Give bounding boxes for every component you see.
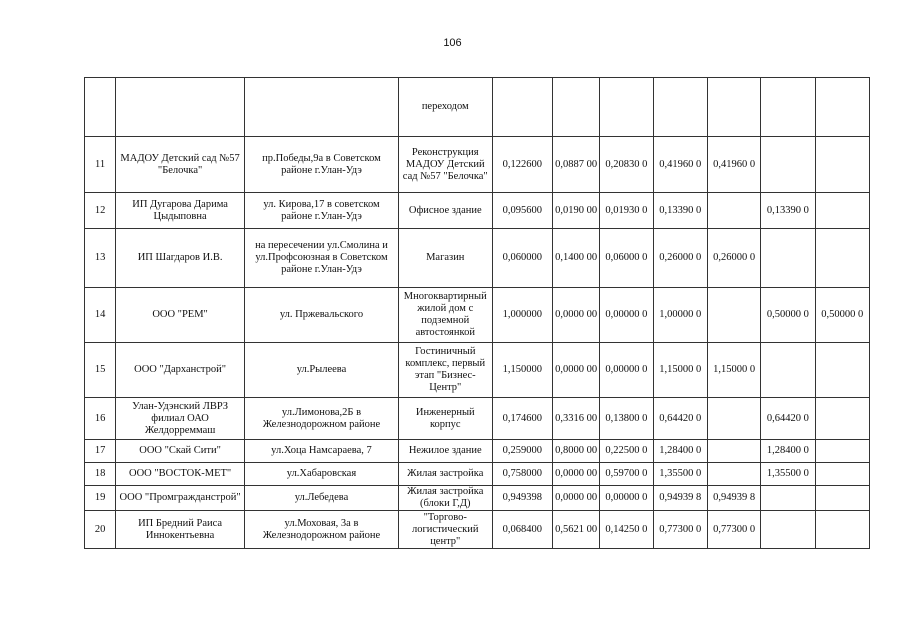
- cell-value-1: 0,060000: [492, 229, 552, 288]
- table-row: [85, 486, 870, 511]
- cell-value-7: [815, 343, 869, 398]
- cell-value-4: 0,41960 0: [653, 137, 707, 193]
- cell-num: 14: [85, 288, 116, 343]
- cell-value-3: 0,00000 0: [600, 288, 653, 343]
- table-row: [85, 288, 870, 343]
- cell-value-4: 0,64420 0: [653, 398, 707, 440]
- cell-object: Магазин: [398, 229, 492, 288]
- cell-value-5: [707, 193, 760, 229]
- cell-value-4: 1,00000 0: [653, 288, 707, 343]
- cell-name: ООО "Промгражданстрой": [116, 486, 245, 511]
- table-row: [85, 229, 870, 288]
- cell-value-6: [761, 229, 815, 288]
- table-row: [85, 193, 870, 229]
- cell-object: Нежилое здание: [398, 440, 492, 463]
- cell-value-7: [815, 463, 869, 486]
- cell-value-7: [815, 137, 869, 193]
- cell-object: Жилая застройка (блоки Г,Д): [398, 486, 492, 511]
- table-row: [85, 511, 870, 549]
- cell-value-1: 0,122600: [492, 137, 552, 193]
- cell-value-1: 0,095600: [492, 193, 552, 229]
- cell-num: 12: [85, 193, 116, 229]
- cell-value-2: 0,0190 00: [552, 193, 599, 229]
- cell-address: ул.Хабаровская: [245, 463, 399, 486]
- cell-address: ул.Лимонова,2Б в Железнодорожном районе: [245, 398, 399, 440]
- table-row: [85, 398, 870, 440]
- cell-object: Реконструкция МАДОУ Детский сад №57 "Белочка": [398, 137, 492, 193]
- cell-name: [116, 78, 245, 137]
- cell-value-3: 0,20830 0: [600, 137, 653, 193]
- cell-num: [85, 78, 116, 137]
- cell-value-5: 0,94939 8: [707, 486, 760, 511]
- cell-object: Гостиничный комплекс, первый этап "Бизнес-Центр": [398, 343, 492, 398]
- cell-value-4: 0,77300 0: [653, 511, 707, 549]
- cell-num: 13: [85, 229, 116, 288]
- cell-value-1: 0,949398: [492, 486, 552, 511]
- table-row: [85, 137, 870, 193]
- cell-address: ул.Рылеева: [245, 343, 399, 398]
- cell-value-6: 0,50000 0: [761, 288, 815, 343]
- cell-value-6: 1,35500 0: [761, 463, 815, 486]
- cell-name: МАДОУ Детский сад №57 "Белочка": [116, 137, 245, 193]
- cell-value-4: 1,28400 0: [653, 440, 707, 463]
- cell-value-3: 0,13800 0: [600, 398, 653, 440]
- table-row: [85, 463, 870, 486]
- cell-value-2: 0,1400 00: [552, 229, 599, 288]
- cell-value-1: 1,150000: [492, 343, 552, 398]
- cell-num: 15: [85, 343, 116, 398]
- cell-value-5: [707, 440, 760, 463]
- cell-object: Инженерный корпус: [398, 398, 492, 440]
- cell-value-5: 1,15000 0: [707, 343, 760, 398]
- cell-value-5: [707, 78, 760, 137]
- cell-num: 19: [85, 486, 116, 511]
- cell-value-2: 0,8000 00: [552, 440, 599, 463]
- cell-address: ул.Моховая, 3а в Железнодорожном районе: [245, 511, 399, 549]
- cell-name: ИП Бредний Раиса Иннокентьевна: [116, 511, 245, 549]
- cell-value-7: [815, 193, 869, 229]
- cell-num: 17: [85, 440, 116, 463]
- cell-name: ООО "ВОСТОК-МЕТ": [116, 463, 245, 486]
- cell-value-6: 1,28400 0: [761, 440, 815, 463]
- cell-value-1: [492, 78, 552, 137]
- cell-name: Улан-Удэнский ЛВРЗ филиал ОАО Желдорреммаш: [116, 398, 245, 440]
- cell-value-3: 0,00000 0: [600, 343, 653, 398]
- cell-num: 11: [85, 137, 116, 193]
- cell-value-6: [761, 137, 815, 193]
- page-number: 106: [443, 37, 462, 49]
- cell-value-5: [707, 398, 760, 440]
- cell-value-1: 0,068400: [492, 511, 552, 549]
- cell-object: Офисное здание: [398, 193, 492, 229]
- cell-value-3: 0,22500 0: [600, 440, 653, 463]
- cell-value-1: 0,259000: [492, 440, 552, 463]
- table-row-continuation: [85, 78, 870, 137]
- cell-name: ИП Дугарова Дарима Цыдыповна: [116, 193, 245, 229]
- cell-address: на пересечении ул.Смолина и ул.Профсоюзная в Советском районе г.Улан-Удэ: [245, 229, 399, 288]
- cell-value-3: [600, 78, 653, 137]
- cell-value-7: [815, 398, 869, 440]
- cell-address: ул. Кирова,17 в советском районе г.Улан-Удэ: [245, 193, 399, 229]
- cell-value-4: 1,35500 0: [653, 463, 707, 486]
- cell-address: пр.Победы,9а в Советском районе г.Улан-Удэ: [245, 137, 399, 193]
- cell-value-2: 0,0000 00: [552, 343, 599, 398]
- table-row: [85, 343, 870, 398]
- cell-name: ООО "РЕМ": [116, 288, 245, 343]
- cell-value-2: 0,5621 00: [552, 511, 599, 549]
- cell-address: ул.Лебедева: [245, 486, 399, 511]
- cell-value-7: 0,50000 0: [815, 288, 869, 343]
- cell-value-6: [761, 343, 815, 398]
- cell-value-3: 0,14250 0: [600, 511, 653, 549]
- cell-value-6: [761, 486, 815, 511]
- cell-value-3: 0,59700 0: [600, 463, 653, 486]
- cell-value-5: [707, 463, 760, 486]
- cell-value-3: 0,01930 0: [600, 193, 653, 229]
- cell-value-4: 1,15000 0: [653, 343, 707, 398]
- connections-table: [84, 77, 870, 549]
- table-body: [85, 78, 870, 549]
- cell-value-4: 0,13390 0: [653, 193, 707, 229]
- cell-value-6: [761, 78, 815, 137]
- cell-value-2: [552, 78, 599, 137]
- cell-value-2: 0,0000 00: [552, 463, 599, 486]
- cell-value-6: 0,13390 0: [761, 193, 815, 229]
- cell-address: ул.Хоца Намсараева, 7: [245, 440, 399, 463]
- cell-value-3: 0,00000 0: [600, 486, 653, 511]
- cell-object: переходом: [398, 78, 492, 137]
- cell-object: Многоквартирный жилой дом с подземной автостоянкой: [398, 288, 492, 343]
- cell-address: ул. Пржевальского: [245, 288, 399, 343]
- cell-value-7: [815, 440, 869, 463]
- cell-object: "Торгово-логистический центр": [398, 511, 492, 549]
- cell-name: ИП Шагдаров И.В.: [116, 229, 245, 288]
- cell-value-6: 0,64420 0: [761, 398, 815, 440]
- cell-value-5: [707, 288, 760, 343]
- cell-value-4: 0,26000 0: [653, 229, 707, 288]
- cell-value-2: 0,0887 00: [552, 137, 599, 193]
- cell-name: ООО "Скай Сити": [116, 440, 245, 463]
- cell-address: [245, 78, 399, 137]
- cell-value-1: 0,174600: [492, 398, 552, 440]
- cell-value-7: [815, 229, 869, 288]
- cell-value-7: [815, 511, 869, 549]
- cell-value-1: 0,758000: [492, 463, 552, 486]
- cell-object: Жилая застройка: [398, 463, 492, 486]
- cell-value-6: [761, 511, 815, 549]
- cell-value-5: 0,77300 0: [707, 511, 760, 549]
- cell-num: 16: [85, 398, 116, 440]
- cell-value-2: 0,0000 00: [552, 288, 599, 343]
- cell-value-7: [815, 78, 869, 137]
- cell-num: 18: [85, 463, 116, 486]
- cell-value-1: 1,000000: [492, 288, 552, 343]
- cell-value-5: 0,41960 0: [707, 137, 760, 193]
- cell-value-2: 0,0000 00: [552, 486, 599, 511]
- table-row: [85, 440, 870, 463]
- cell-value-3: 0,06000 0: [600, 229, 653, 288]
- cell-value-4: [653, 78, 707, 137]
- cell-value-7: [815, 486, 869, 511]
- cell-value-4: 0,94939 8: [653, 486, 707, 511]
- cell-num: 20: [85, 511, 116, 549]
- cell-name: ООО "Дарханстрой": [116, 343, 245, 398]
- cell-value-2: 0,3316 00: [552, 398, 599, 440]
- cell-value-5: 0,26000 0: [707, 229, 760, 288]
